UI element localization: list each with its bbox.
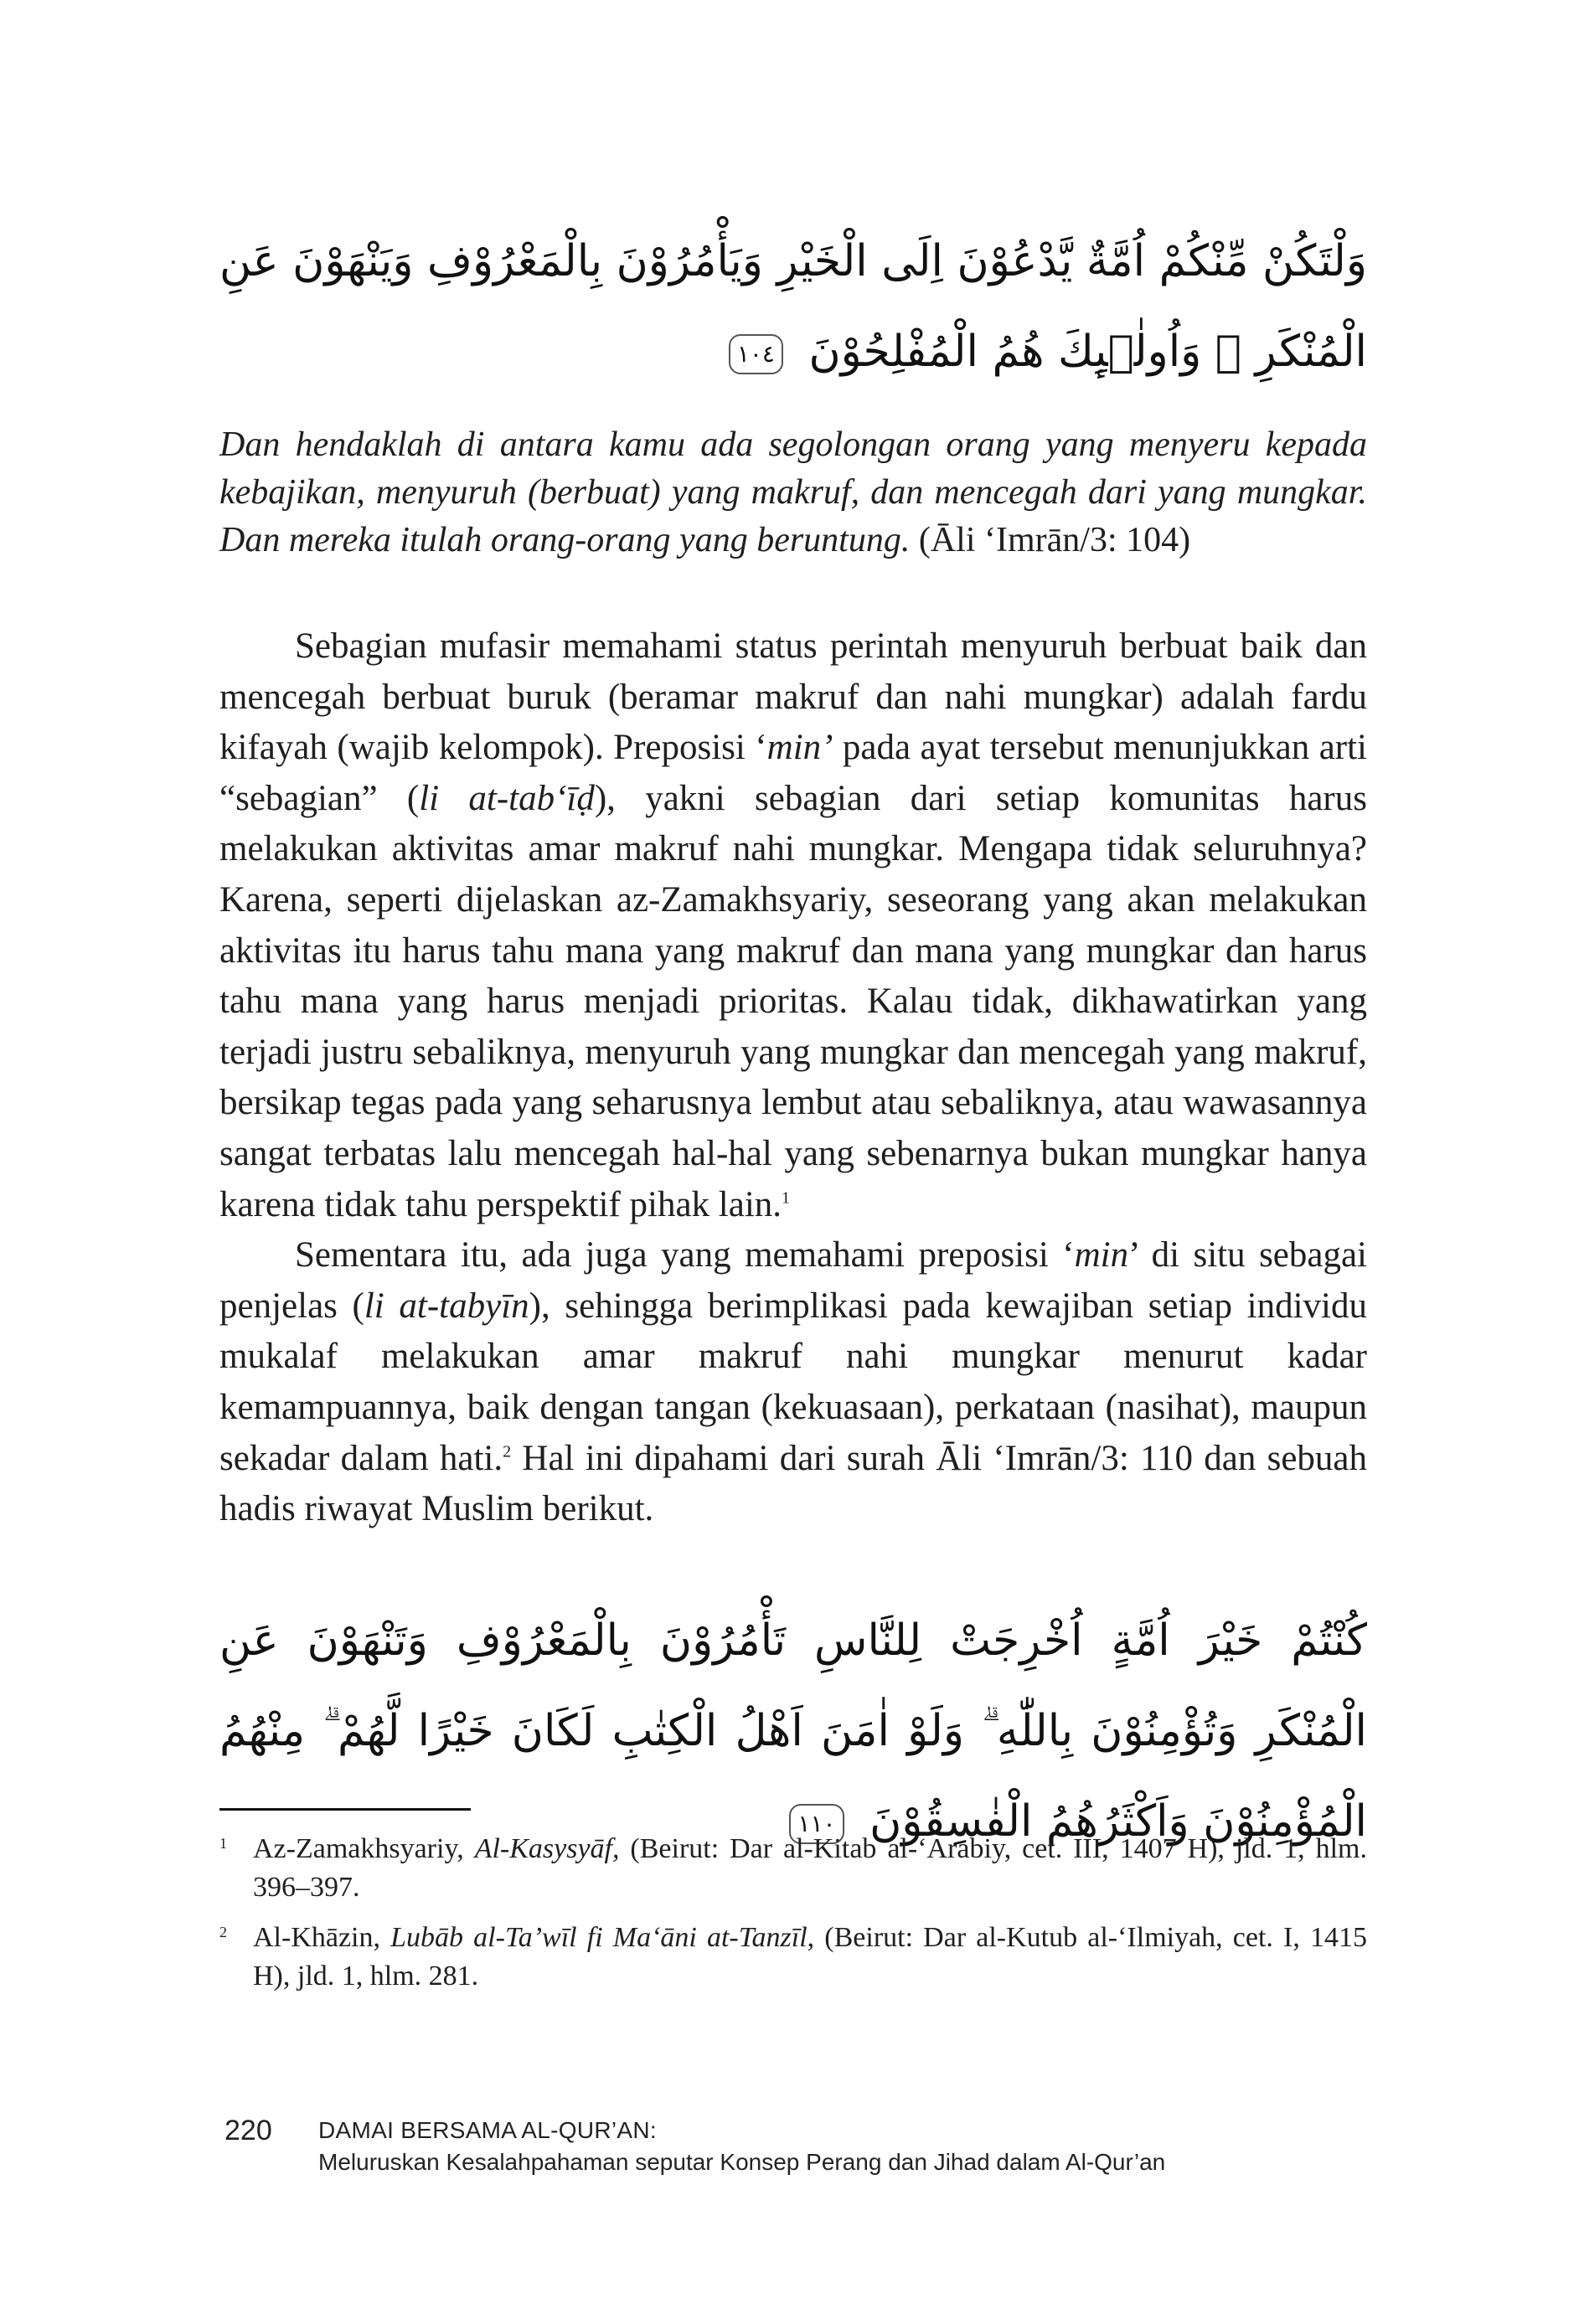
italic-term: min bbox=[1074, 1235, 1129, 1275]
running-subtitle: Meluruskan Kesalahpahaman seputar Konsep Perang dan Jihad dalam Al-Qur’an bbox=[318, 2149, 1166, 2175]
footnote-divider bbox=[219, 1808, 471, 1811]
footnote-details: , (Beirut: Dar al-Kutub al-ʻIlmiyah, cet. I, 1415 H), jld. 1, hlm. 281. bbox=[253, 1922, 1367, 1992]
body-text bbox=[219, 621, 1367, 1535]
page-footer bbox=[219, 2112, 1392, 2179]
paragraph-text: ), sehingga berimplikasi pada kewajiban setiap individu mukalaf melakukan amar makruf nahi mungkar menurut kadar kemampuannya, baik dengan tangan (kekuasaan), perkataan (nasihat), maupun sekadar dalam hati. bbox=[219, 1286, 1367, 1478]
verse-arabic-text: كُنْتُمْ خَيْرَ اُمَّةٍ اُخْرِجَتْ لِلنَّاسِ تَأْمُرُوْنَ بِالْمَعْرُوْفِ وَتَنْهَوْنَ عَنِ الْمُنْكَرِ وَتُؤْمِنُوْنَ بِاللّٰهِ ۗ وَلَوْ اٰمَنَ اَهْلُ الْكِتٰبِ لَكَانَ خَيْرًا لَّهُمْ ۗ مِنْهُمُ الْمُؤْمِنُوْنَ وَاَكْثَرُهُمُ الْفٰسِقُوْنَ bbox=[219, 1615, 1367, 1847]
footnote-number: 1 bbox=[219, 1835, 227, 1852]
verse-arabic-text: وَلْتَكُنْ مِّنْكُمْ اُمَّةٌ يَّدْعُوْنَ اِلَى الْخَيْرِ وَيَأْمُرُوْنَ بِالْمَعْرُوْفِ وَيَنْهَوْنَ عَنِ الْمُنْكَرِ ۗ وَاُولٰۤىِٕكَ هُمُ الْمُفْلِحُوْنَ bbox=[219, 236, 1367, 377]
quran-verse-110 bbox=[219, 1595, 1367, 1867]
footnote-title: Lubāb al-Ta’wīl fi Maʻāni at-Tanzīl bbox=[390, 1922, 807, 1953]
footnote-number: 2 bbox=[219, 1924, 227, 1940]
footnote-item bbox=[219, 1919, 1367, 1996]
italic-term: li at-tabʻīḍ bbox=[419, 778, 595, 818]
ayah-number-marker: ١١٠ bbox=[789, 1804, 844, 1844]
footnote-reference[interactable]: 2 bbox=[503, 1442, 512, 1461]
ayah-number-marker: ١٠٤ bbox=[729, 334, 783, 374]
footnote-item bbox=[219, 1830, 1367, 1907]
italic-term: li at-tabyīn bbox=[364, 1286, 529, 1326]
paragraph bbox=[219, 621, 1367, 1230]
paragraph-text: Sementara itu, ada juga yang memahami preposisi ‘ bbox=[295, 1235, 1075, 1275]
footnote-author: Al-Khāzin, bbox=[253, 1922, 391, 1953]
italic-term: min’ bbox=[766, 728, 833, 768]
footnotes bbox=[219, 1830, 1367, 2007]
running-title: DAMAI BERSAMA AL-QUR’AN: bbox=[318, 2117, 657, 2143]
paragraph-text: ’ di situ sebagai penjelas ( bbox=[219, 1235, 1368, 1326]
paragraph-text: pada ayat tersebut menunjukkan arti “sebagian” ( bbox=[219, 728, 1367, 818]
translation-reference: (Āli ʻImrān/3: 104) bbox=[918, 521, 1191, 559]
paragraph-text: ), yakni sebagian dari setiap komunitas harus melakukan aktivitas amar makruf nahi mungkar. Mengapa tidak seluruhnya? Karena, seperti dijelaskan az-Zamakhsyariy, seseorang yang akan melakukan aktivitas itu harus tahu mana yang makruf dan mana yang mungkar dan harus tahu mana yang harus menjadi prioritas. Kalau tidak, dikhawatirkan yang terjadi justru sebaliknya, menyuruh yang mungkar dan mencegah yang makruf, bersikap tegas pada yang seharusnya lembut atau sebaliknya, atau wawasannya sangat terbatas lalu mencegah hal-hal yang sebenarnya bukan mungkar hanya karena tidak tahu perspektif pihak lain. bbox=[219, 778, 1367, 1224]
footnote-title: Al-Kasysyāf, bbox=[474, 1833, 620, 1864]
verse-translation bbox=[219, 421, 1367, 564]
paragraph-text: Sebagian mufasir memahami status perintah menyuruh berbuat baik dan mencegah berbuat buruk (beramar makruf dan nahi mungkar) adalah fardu kifayah (wajib kelompok). Preposisi ‘ bbox=[219, 626, 1367, 768]
page-number: 220 bbox=[224, 2115, 272, 2146]
translation-text: Dan hendaklah di antara kamu ada segolongan orang yang menyeru kepada kebajikan, menyuruh (berbuat) yang makruf, dan mencegah dari yang mungkar. Dan mereka itulah orang-orang yang beruntung. bbox=[219, 425, 1367, 559]
paragraph-text: Hal ini dipahami dari surah Āli ʻImrān/3: 110 dan sebuah hadis riwayat Muslim berikut. bbox=[219, 1438, 1367, 1529]
footnote-reference[interactable]: 1 bbox=[782, 1188, 791, 1208]
footnote-details: (Beirut: Dar al-Kitab al-ʻArabiy, cet. III, 1407 H), jld. 1, hlm. 396–397. bbox=[253, 1833, 1367, 1903]
quran-verse-104 bbox=[219, 216, 1367, 397]
paragraph bbox=[219, 1230, 1367, 1535]
footnote-author: Az-Zamakhsyariy, bbox=[253, 1833, 475, 1864]
